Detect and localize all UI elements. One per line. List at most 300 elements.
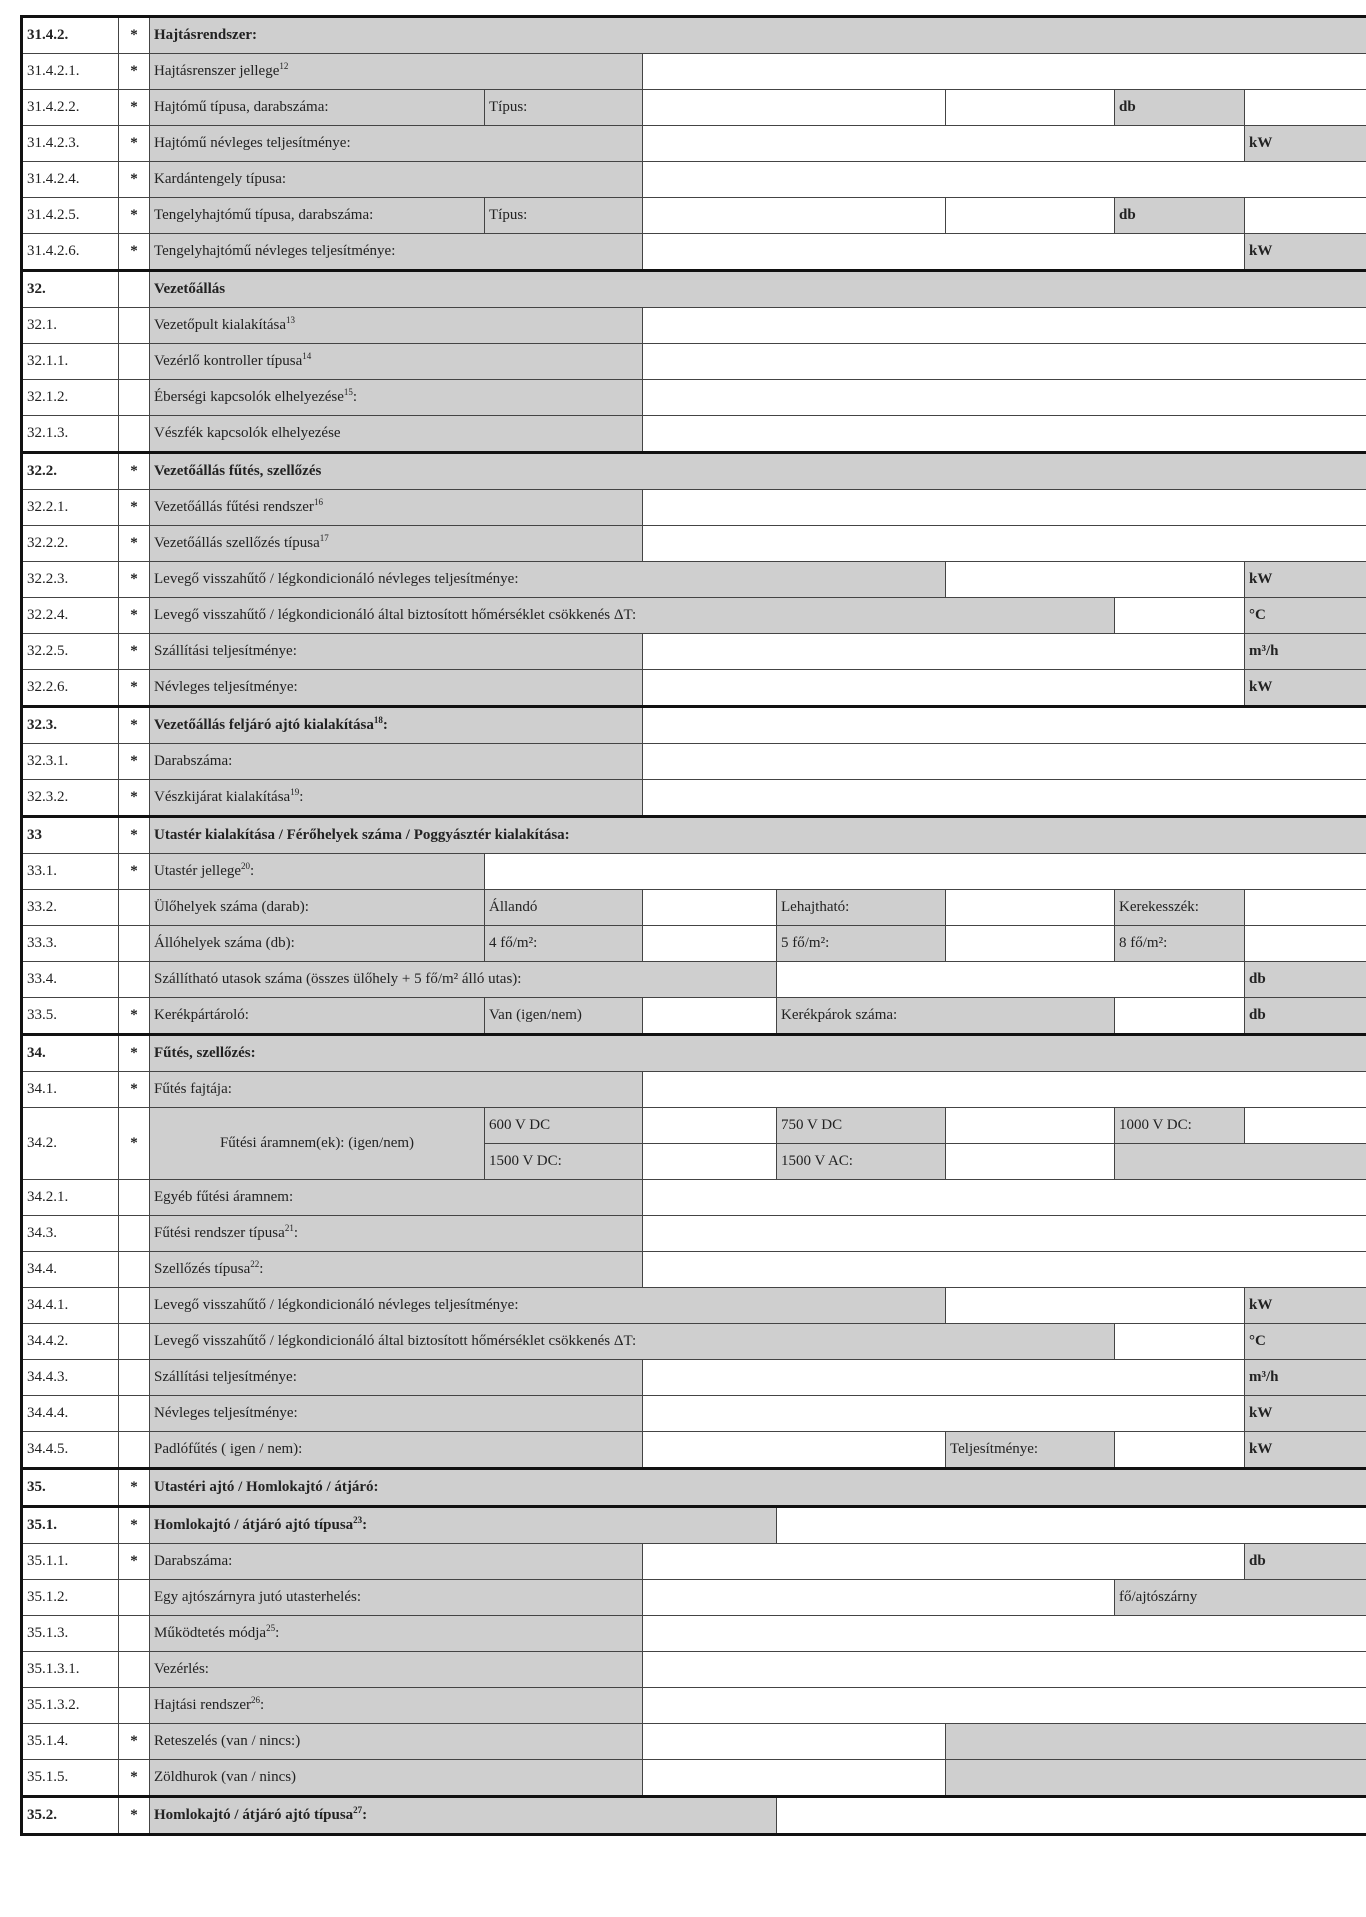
field-label (150, 1216, 643, 1252)
field-label-text: Ülőhelyek száma (darab): (154, 899, 309, 915)
row-number: 32.3.2. (22, 780, 119, 817)
required-marker (119, 1688, 150, 1724)
field-label (150, 744, 643, 780)
field-label-text: Egy ajtószárnyra jutó utasterhelés: (154, 1589, 362, 1605)
row-number: 35.1.2. (22, 1580, 119, 1616)
field-label (150, 1396, 643, 1432)
value-input[interactable] (643, 998, 777, 1035)
form-row (22, 1688, 1366, 1724)
required-marker: * (119, 162, 150, 198)
value-input[interactable] (643, 344, 1366, 380)
form-row (22, 344, 1366, 380)
unit-label: °C (1245, 1324, 1366, 1360)
row-number: 35.1.3.2. (22, 1688, 119, 1724)
field-label-text: Levegő visszahűtő / légkondicionáló névleges teljesítménye: (154, 571, 519, 587)
value-input[interactable] (643, 1580, 1115, 1616)
required-marker (119, 1216, 150, 1252)
field-label-text: Hajtásrendszer: (154, 27, 258, 43)
field-label-text: Szállítási teljesítménye: (154, 643, 297, 659)
field-label (150, 17, 1366, 54)
required-marker: * (119, 54, 150, 90)
value-input[interactable] (643, 90, 946, 126)
empty-cell (946, 1760, 1366, 1797)
field-label (150, 926, 485, 962)
required-marker: * (119, 1724, 150, 1760)
value-input[interactable] (643, 1180, 1366, 1216)
row-number: 32.2.6. (22, 670, 119, 707)
field-label (150, 90, 485, 126)
value-input[interactable] (643, 1252, 1366, 1288)
field-label (150, 707, 643, 744)
footnote-ref: 21 (284, 1223, 294, 1233)
required-marker: * (119, 1797, 150, 1835)
sub-label: 5 fő/m²: (777, 926, 946, 962)
field-label (150, 854, 485, 890)
required-marker (119, 1324, 150, 1360)
required-marker: * (119, 1072, 150, 1108)
value-input[interactable] (1115, 998, 1245, 1035)
field-label-text: Fűtési rendszer típusa (154, 1225, 285, 1241)
row-number: 32.1. (22, 308, 119, 344)
form-row (22, 490, 1366, 526)
field-label (150, 453, 1366, 490)
form-row (22, 670, 1366, 707)
form-row (22, 1360, 1366, 1396)
required-marker: * (119, 854, 150, 890)
required-marker: * (119, 998, 150, 1035)
field-label (150, 1180, 643, 1216)
row-number: 32.2.2. (22, 526, 119, 562)
row-number: 35.1.3. (22, 1616, 119, 1652)
label-suffix: : (293, 1225, 298, 1241)
field-label (150, 962, 777, 998)
footnote-ref: 22 (250, 1259, 260, 1269)
required-marker: * (119, 598, 150, 634)
label-suffix: : (275, 1625, 280, 1641)
row-number: 32.2.3. (22, 562, 119, 598)
required-marker: * (119, 744, 150, 780)
unit-label: kW (1245, 126, 1366, 162)
value-input[interactable] (643, 1396, 1245, 1432)
value-input[interactable] (643, 526, 1366, 562)
field-label (150, 998, 485, 1035)
value-input[interactable] (643, 1216, 1366, 1252)
required-marker: * (119, 1544, 150, 1580)
required-marker (119, 416, 150, 453)
field-label-text: Fűtés fajtája: (154, 1081, 232, 1097)
unit-label: kW (1245, 670, 1366, 707)
required-marker: * (119, 126, 150, 162)
unit-label: kW (1245, 1432, 1366, 1469)
row-number: 32.3. (22, 707, 119, 744)
field-label-text: Fűtési áramnem(ek): (igen/nem) (219, 1135, 415, 1151)
value-input[interactable] (946, 926, 1115, 962)
field-label-text: Zöldhurok (van / nincs) (154, 1769, 297, 1785)
field-label (150, 1432, 643, 1469)
value-input[interactable] (643, 670, 1245, 707)
value-input[interactable] (643, 1724, 946, 1760)
value-input[interactable] (643, 198, 946, 234)
unit-label: db (1245, 1544, 1366, 1580)
label-suffix: : (259, 1261, 264, 1277)
required-marker (119, 344, 150, 380)
required-marker: * (119, 780, 150, 817)
unit-label: db (1245, 998, 1366, 1035)
field-label-text: Padlófűtés ( igen / nem): (154, 1441, 303, 1457)
field-label (150, 1652, 643, 1688)
field-label (150, 598, 1115, 634)
form-row (22, 126, 1366, 162)
row-number: 33.4. (22, 962, 119, 998)
value-input[interactable] (643, 380, 1366, 416)
value-input[interactable] (643, 780, 1366, 817)
row-number: 34.4. (22, 1252, 119, 1288)
value-input[interactable] (643, 1544, 1245, 1580)
required-marker (119, 1252, 150, 1288)
field-label-text: Vezetőállás szellőzés típusa (154, 535, 320, 551)
form-row (22, 54, 1366, 90)
field-label-text: Homlokajtó / átjáró ajtó típusa (154, 1807, 354, 1823)
field-label (150, 1507, 777, 1544)
value-input[interactable] (946, 562, 1245, 598)
row-number: 34.1. (22, 1072, 119, 1108)
unit-label: kW (1245, 1396, 1366, 1432)
field-label-text: Darabszáma: (154, 753, 233, 769)
value-input[interactable] (946, 1144, 1115, 1180)
value-input[interactable] (643, 162, 1366, 198)
required-marker (119, 271, 150, 308)
field-label-text: Utastéri ajtó / Homlokajtó / átjáró: (154, 1479, 379, 1495)
value-input[interactable] (777, 1507, 1366, 1544)
value-input[interactable] (946, 890, 1115, 926)
form-row (22, 1072, 1366, 1108)
field-label (150, 562, 946, 598)
value-input[interactable] (643, 1688, 1366, 1724)
form-row (22, 744, 1366, 780)
row-number: 32.2.5. (22, 634, 119, 670)
form-row (22, 1396, 1366, 1432)
value-input[interactable] (643, 707, 1366, 744)
required-marker: * (119, 234, 150, 271)
sub-label: Van (igen/nem) (485, 998, 643, 1035)
value-input[interactable] (946, 1108, 1115, 1144)
sub-label: Teljesítménye: (946, 1432, 1115, 1469)
form-row (22, 634, 1366, 670)
footnote-ref: 15 (343, 387, 353, 397)
field-label (150, 1035, 1366, 1072)
row-number: 31.4.2.2. (22, 90, 119, 126)
field-label (150, 344, 643, 380)
form-row (22, 1724, 1366, 1760)
form-row (22, 1180, 1366, 1216)
footnote-ref: 14 (302, 351, 312, 361)
field-label-text: Szellőzés típusa (154, 1261, 251, 1277)
sub-label: Típus: (485, 90, 643, 126)
field-label-text: Vészfék kapcsolók elhelyezése (154, 425, 341, 441)
sub-label: 4 fő/m²: (485, 926, 643, 962)
field-label (150, 526, 643, 562)
field-label (150, 780, 643, 817)
row-number: 31.4.2.4. (22, 162, 119, 198)
field-label (150, 1469, 1366, 1507)
required-marker (119, 1396, 150, 1432)
form-row (22, 1507, 1366, 1544)
required-marker: * (119, 17, 150, 54)
value-input[interactable] (1245, 926, 1366, 962)
field-label-text: Működtetés módja (154, 1625, 267, 1641)
unit-label: kW (1245, 234, 1366, 271)
required-marker (119, 1652, 150, 1688)
row-number: 34.4.1. (22, 1288, 119, 1324)
field-label (150, 198, 485, 234)
field-label (150, 54, 643, 90)
field-label-text: Tengelyhajtómű típusa, darabszáma: (154, 207, 374, 223)
required-marker (119, 1580, 150, 1616)
footnote-ref: 12 (279, 61, 289, 71)
row-number: 35.1.4. (22, 1724, 119, 1760)
footnote-ref: 27 (353, 1805, 363, 1815)
unit-label: fő/ajtószárny (1115, 1580, 1366, 1616)
value-input[interactable] (777, 962, 1245, 998)
row-number: 33.3. (22, 926, 119, 962)
field-label-text: Névleges teljesítménye: (154, 679, 298, 695)
row-number: 34.2.1. (22, 1180, 119, 1216)
value-input[interactable] (643, 490, 1366, 526)
required-marker: * (119, 562, 150, 598)
value-input[interactable] (643, 890, 777, 926)
required-marker (119, 308, 150, 344)
value-input[interactable] (1115, 1432, 1245, 1469)
form-row (22, 707, 1366, 744)
unit-label: kW (1245, 1288, 1366, 1324)
row-number: 35.1.1. (22, 1544, 119, 1580)
row-number: 32.2.1. (22, 490, 119, 526)
label-suffix: : (362, 1807, 368, 1823)
row-number: 31.4.2.6. (22, 234, 119, 271)
value-input[interactable] (643, 1144, 777, 1180)
value-input[interactable] (643, 1072, 1366, 1108)
field-label-text: Hajtómű névleges teljesítménye: (154, 135, 351, 151)
field-label-text: Kardántengely típusa: (154, 171, 287, 187)
value-input[interactable] (643, 744, 1366, 780)
row-number: 31.4.2.3. (22, 126, 119, 162)
required-marker: * (119, 817, 150, 854)
field-label-text: Utastér kialakítása / Férőhelyek száma / Poggyásztér kialakítása: (154, 827, 570, 843)
row-number: 32.3.1. (22, 744, 119, 780)
field-label-text: Hajtási rendszer (154, 1697, 252, 1713)
field-label (150, 1580, 643, 1616)
value-input[interactable] (643, 54, 1366, 90)
sub-label: 600 V DC (485, 1108, 643, 1144)
row-number: 34.4.3. (22, 1360, 119, 1396)
unit-label: m³/h (1245, 1360, 1366, 1396)
form-row (22, 162, 1366, 198)
required-marker: * (119, 526, 150, 562)
row-number: 31.4.2.1. (22, 54, 119, 90)
sub-label: Kerekesszék: (1115, 890, 1245, 926)
field-label (150, 162, 643, 198)
footnote-ref: 23 (353, 1515, 363, 1525)
field-label (150, 490, 643, 526)
form-row (22, 998, 1366, 1035)
field-label (150, 1544, 643, 1580)
form-row (22, 962, 1366, 998)
label-suffix: : (362, 1517, 368, 1533)
required-marker (119, 1432, 150, 1469)
field-label (150, 1760, 643, 1797)
field-label-text: Hajtásrenszer jellege (154, 63, 280, 79)
form-row (22, 598, 1366, 634)
form-row (22, 1324, 1366, 1360)
sub-label: 1500 V AC: (777, 1144, 946, 1180)
value-input[interactable] (643, 1652, 1366, 1688)
required-marker (119, 890, 150, 926)
value-input[interactable] (643, 1108, 777, 1144)
required-marker (119, 1360, 150, 1396)
value-input[interactable] (643, 1616, 1366, 1652)
value-input[interactable] (1115, 1324, 1245, 1360)
required-marker (119, 962, 150, 998)
form-row (22, 526, 1366, 562)
label-suffix: : (382, 717, 388, 733)
field-label (150, 1072, 643, 1108)
form-row (22, 890, 1366, 926)
label-suffix: : (352, 389, 358, 405)
field-label (150, 890, 485, 926)
row-number: 32. (22, 271, 119, 308)
required-marker: * (119, 90, 150, 126)
field-label (150, 416, 643, 453)
field-label-text: Levegő visszahűtő / légkondicionáló által biztosított hőmérséklet csökkenés ΔT: (154, 1333, 637, 1349)
value-input[interactable] (643, 416, 1366, 453)
field-label (150, 1724, 643, 1760)
value-input[interactable] (946, 198, 1115, 234)
form-row (22, 1616, 1366, 1652)
required-marker: * (119, 634, 150, 670)
value-input[interactable] (777, 1797, 1366, 1835)
form-row (22, 854, 1366, 890)
value-input[interactable] (643, 1432, 946, 1469)
value-input[interactable] (946, 1288, 1245, 1324)
form-row (22, 271, 1366, 308)
value-input[interactable] (643, 1760, 946, 1797)
row-number: 35.1.3.1. (22, 1652, 119, 1688)
unit-label: °C (1245, 598, 1366, 634)
field-label-text: Vezetőállás (154, 281, 226, 297)
value-input[interactable] (643, 308, 1366, 344)
form-row (22, 17, 1366, 54)
field-label-text: Homlokajtó / átjáró ajtó típusa (154, 1517, 354, 1533)
sub-label: Állandó (485, 890, 643, 926)
field-label-text: Állóhelyek száma (db): (154, 935, 295, 951)
field-label-text: Szállítható utasok száma (összes ülőhely + 5 fő/m² álló utas): (154, 971, 522, 987)
sub-label: 750 V DC (777, 1108, 946, 1144)
field-label (150, 1108, 485, 1180)
row-number: 34.4.4. (22, 1396, 119, 1432)
field-label-text: Levegő visszahűtő / légkondicionáló névleges teljesítménye: (154, 1297, 519, 1313)
value-input[interactable] (946, 90, 1115, 126)
field-label-text: Hajtómű típusa, darabszáma: (154, 99, 329, 115)
form-row (22, 1544, 1366, 1580)
field-label (150, 634, 643, 670)
footnote-ref: 26 (251, 1695, 261, 1705)
unit-label: kW (1245, 562, 1366, 598)
unit-label: db (1245, 962, 1366, 998)
form-row (22, 380, 1366, 416)
value-input[interactable] (643, 1360, 1245, 1396)
form-row (22, 1108, 1366, 1144)
required-marker (119, 1180, 150, 1216)
value-input[interactable] (643, 926, 777, 962)
form-row (22, 1216, 1366, 1252)
row-number: 33.2. (22, 890, 119, 926)
unit-label: db (1115, 90, 1245, 126)
field-label (150, 1252, 643, 1288)
field-label (150, 817, 1366, 854)
required-marker: * (119, 707, 150, 744)
field-label (150, 271, 1366, 308)
value-input[interactable] (1245, 890, 1366, 926)
required-marker (119, 1616, 150, 1652)
row-number: 34. (22, 1035, 119, 1072)
row-number: 35. (22, 1469, 119, 1507)
field-label (150, 380, 643, 416)
required-marker: * (119, 490, 150, 526)
sub-label: Típus: (485, 198, 643, 234)
footnote-ref: 20 (241, 861, 251, 871)
field-label-text: Vezetőállás fűtés, szellőzés (154, 463, 322, 479)
form-row (22, 308, 1366, 344)
value-input[interactable] (1245, 1108, 1366, 1144)
row-number: 35.1.5. (22, 1760, 119, 1797)
row-number: 31.4.2.5. (22, 198, 119, 234)
required-marker (119, 380, 150, 416)
field-label-text: Vezetőpult kialakítása (154, 317, 287, 333)
form-row (22, 817, 1366, 854)
required-marker (119, 926, 150, 962)
form-table (20, 15, 1366, 1836)
row-number: 34.3. (22, 1216, 119, 1252)
field-label-text: Névleges teljesítménye: (154, 1405, 298, 1421)
value-input[interactable] (485, 854, 1366, 890)
value-input[interactable] (1115, 598, 1245, 634)
value-input[interactable] (643, 234, 1245, 271)
required-marker: * (119, 1507, 150, 1544)
required-marker: * (119, 1760, 150, 1797)
value-input[interactable] (643, 126, 1245, 162)
sub-label: Lehajtható: (777, 890, 946, 926)
required-marker: * (119, 1108, 150, 1180)
row-number: 31.4.2. (22, 17, 119, 54)
field-label-text: Egyéb fűtési áramnem: (154, 1189, 294, 1205)
row-number: 32.2.4. (22, 598, 119, 634)
field-label-text: Reteszelés (van / nincs:) (154, 1733, 301, 1749)
row-number: 33.1. (22, 854, 119, 890)
form-row (22, 1252, 1366, 1288)
form-row (22, 1760, 1366, 1797)
field-label-text: Szállítási teljesítménye: (154, 1369, 297, 1385)
required-marker: * (119, 1469, 150, 1507)
empty-cell (946, 1724, 1366, 1760)
field-label-text: Kerékpártároló: (154, 1007, 249, 1023)
field-label-text: Levegő visszahűtő / légkondicionáló által biztosított hőmérséklet csökkenés ΔT: (154, 607, 637, 623)
row-number: 34.2. (22, 1108, 119, 1180)
empty-cell (1115, 1144, 1366, 1180)
row-number: 32.1.1. (22, 344, 119, 380)
value-input[interactable] (643, 634, 1245, 670)
form-row (22, 1469, 1366, 1507)
field-label-text: Darabszáma: (154, 1553, 233, 1569)
